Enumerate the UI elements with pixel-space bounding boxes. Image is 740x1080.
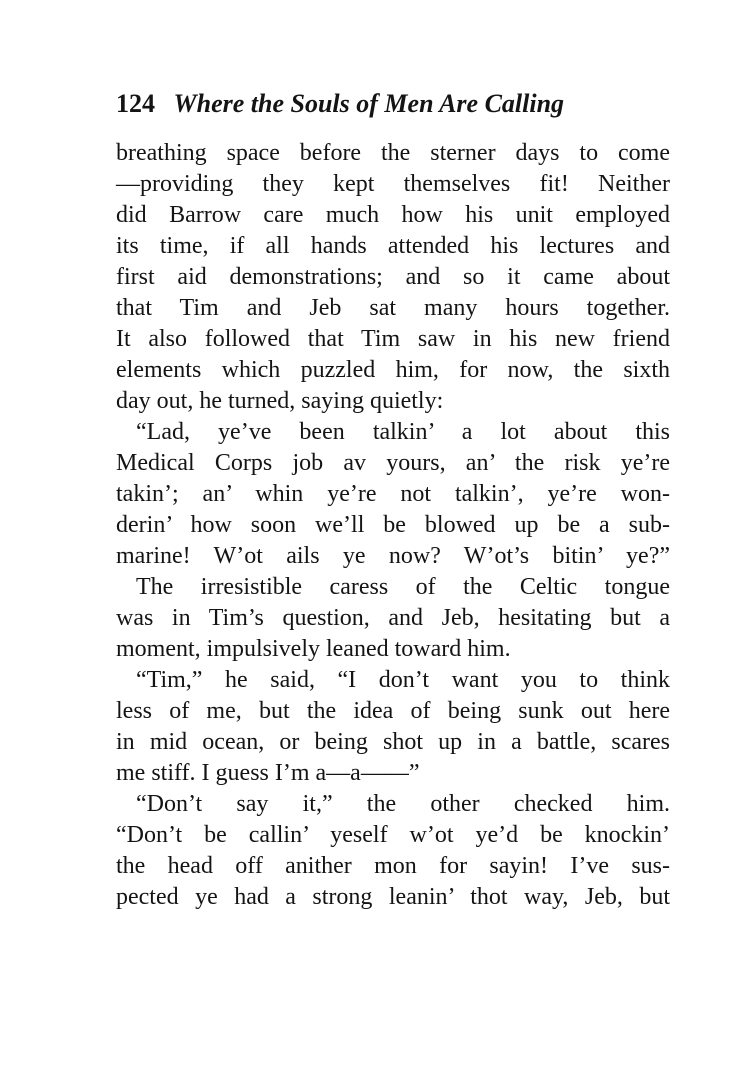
body-line: day out, he turned, saying quietly: [116, 388, 444, 414]
body-line: “Don’t be callin’ yeself w’ot ye’d be knockin’ [116, 822, 670, 848]
body-line: did Barrow care much how his unit employed [116, 202, 670, 228]
body-line: less of me, but the idea of being sunk out here [116, 698, 670, 724]
running-title: Where the Souls of Men Are Calling [173, 89, 565, 118]
body-text [116, 138, 670, 913]
body-line: The irresistible caress of the Celtic tongue [136, 574, 670, 600]
body-line: the head off anither mon for sayin! I’ve sus- [116, 853, 670, 879]
body-line: that Tim and Jeb sat many hours together. [116, 295, 670, 321]
body-line: It also followed that Tim saw in his new friend [116, 326, 670, 352]
body-line: pected ye had a strong leanin’ thot way, Jeb, but [116, 884, 670, 910]
body-line: first aid demonstrations; and so it came about [116, 264, 670, 290]
body-line: “Lad, ye’ve been talkin’ a lot about this [136, 419, 670, 445]
body-line: derin’ how soon we’ll be blowed up be a sub- [116, 512, 670, 538]
body-line: moment, impulsively leaned toward him. [116, 636, 511, 662]
running-head [116, 89, 676, 123]
body-line: elements which puzzled him, for now, the sixth [116, 357, 670, 383]
body-line: was in Tim’s question, and Jeb, hesitating but a [116, 605, 670, 631]
body-line: takin’; an’ whin ye’re not talkin’, ye’re won- [116, 481, 670, 507]
body-line: —providing they kept themselves fit! Neither [116, 171, 670, 197]
body-line: me stiff. I guess I’m a—a——” [116, 760, 420, 786]
body-line: “Don’t say it,” the other checked him. [136, 791, 670, 817]
body-line: Medical Corps job av yours, an’ the risk ye’re [116, 450, 670, 476]
body-line: its time, if all hands attended his lectures and [116, 233, 670, 259]
body-line: “Tim,” he said, “I don’t want you to think [136, 667, 670, 693]
body-line: in mid ocean, or being shot up in a battle, scares [116, 729, 670, 755]
page-number: 124 [116, 89, 155, 118]
body-line: marine! W’ot ails ye now? W’ot’s bitin’ ye?” [116, 543, 670, 569]
body-line: breathing space before the sterner days to come [116, 140, 670, 166]
